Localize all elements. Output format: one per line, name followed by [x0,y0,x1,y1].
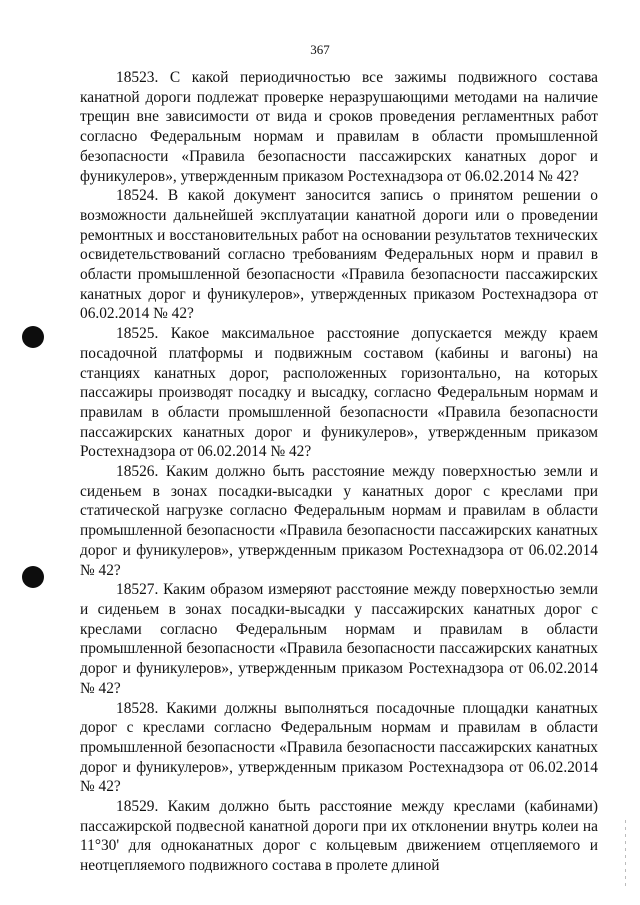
document-body [80,68,598,876]
question-18529: 18529. Каким должно быть расстояние между креслами (кабинами) пассажирской подвесной канатной дороги при их отклонении внутрь колеи на 11°30' для одноканатных дорог с кольцевым движением отцепляемого и неотцепляемого подвижного состава в пролете длиной [80,798,598,875]
question-18523: 18523. С какой периодичностью все зажимы подвижного состава канатной дороги подлежат проверке неразрушающими методами на наличие трещин вне зависимости от вида и сроков проведения регламентных работ согласно Федеральным нормам и правилам в области промышленной безопасности «Правила безопасности пассажирских канатных дорог и фуникулеров», утвержденным приказом Ростехнадзора от 06.02.2014 № 42? [80,69,598,185]
question-18526: 18526. Каким должно быть расстояние между поверхностью земли и сиденьем в зонах посадки-высадки у канатных дорог с креслами при статической нагрузке согласно Федеральным нормам и правилам в области промышленной безопасности «Правила безопасности пассажирских канатных дорог и фуникулеров», утвержденным приказом Ростехнадзора от 06.02.2014 № 42? [80,463,598,579]
question-18525: 18525. Какое максимальное расстояние допускается между краем посадочной платформы и подвижным составом (кабины и вагоны) на станциях канатных дорог, расположенных горизонтально, на которых пассажиры производят посадку и высадку, согласно Федеральным нормам и правилам в области промышленной безопасности «Правила безопасности пассажирских канатных дорог и фуникулеров», утвержденным приказом Ростехнадзора от 06.02.2014 № 42? [80,325,598,461]
question-18528: 18528. Какими должны выполняться посадочные площадки канатных дорог с креслами согласно Федеральным нормам и правилам в области промышленной безопасности «Правила безопасности пассажирских канатных дорог и фуникулеров», утвержденным приказом Ростехнадзора от 06.02.2014 № 42? [80,699,598,796]
question-18527: 18527. Каким образом измеряют расстояние между поверхностью земли и сиденьем в зонах посадки-высадки у пассажирских канатных дорог с креслами согласно Федеральным нормам и правилам в области промышленной безопасности «Правила безопасности пассажирских канатных дорог и фуникулеров», утвержденным приказом Ростехнадзора от 06.02.2014 № 42? [80,581,598,697]
scan-edge-mark [625,820,626,890]
punch-hole [22,566,44,588]
punch-hole [22,326,44,348]
question-18524: 18524. В какой документ заносится запись о принятом решении о возможности дальнейшей эксплуатации канатной дороги или о проведении ремонтных и восстановительных работ на основании результатов технических освидетельствований согласно требованиям Федеральных норм и правил в области промышленной безопасности «Правила безопасности пассажирских канатных дорог и фуникулеров», утвержденных приказом Ростехнадзора от 06.02.2014 № 42? [80,187,598,323]
page-number: 367 [310,42,330,57]
